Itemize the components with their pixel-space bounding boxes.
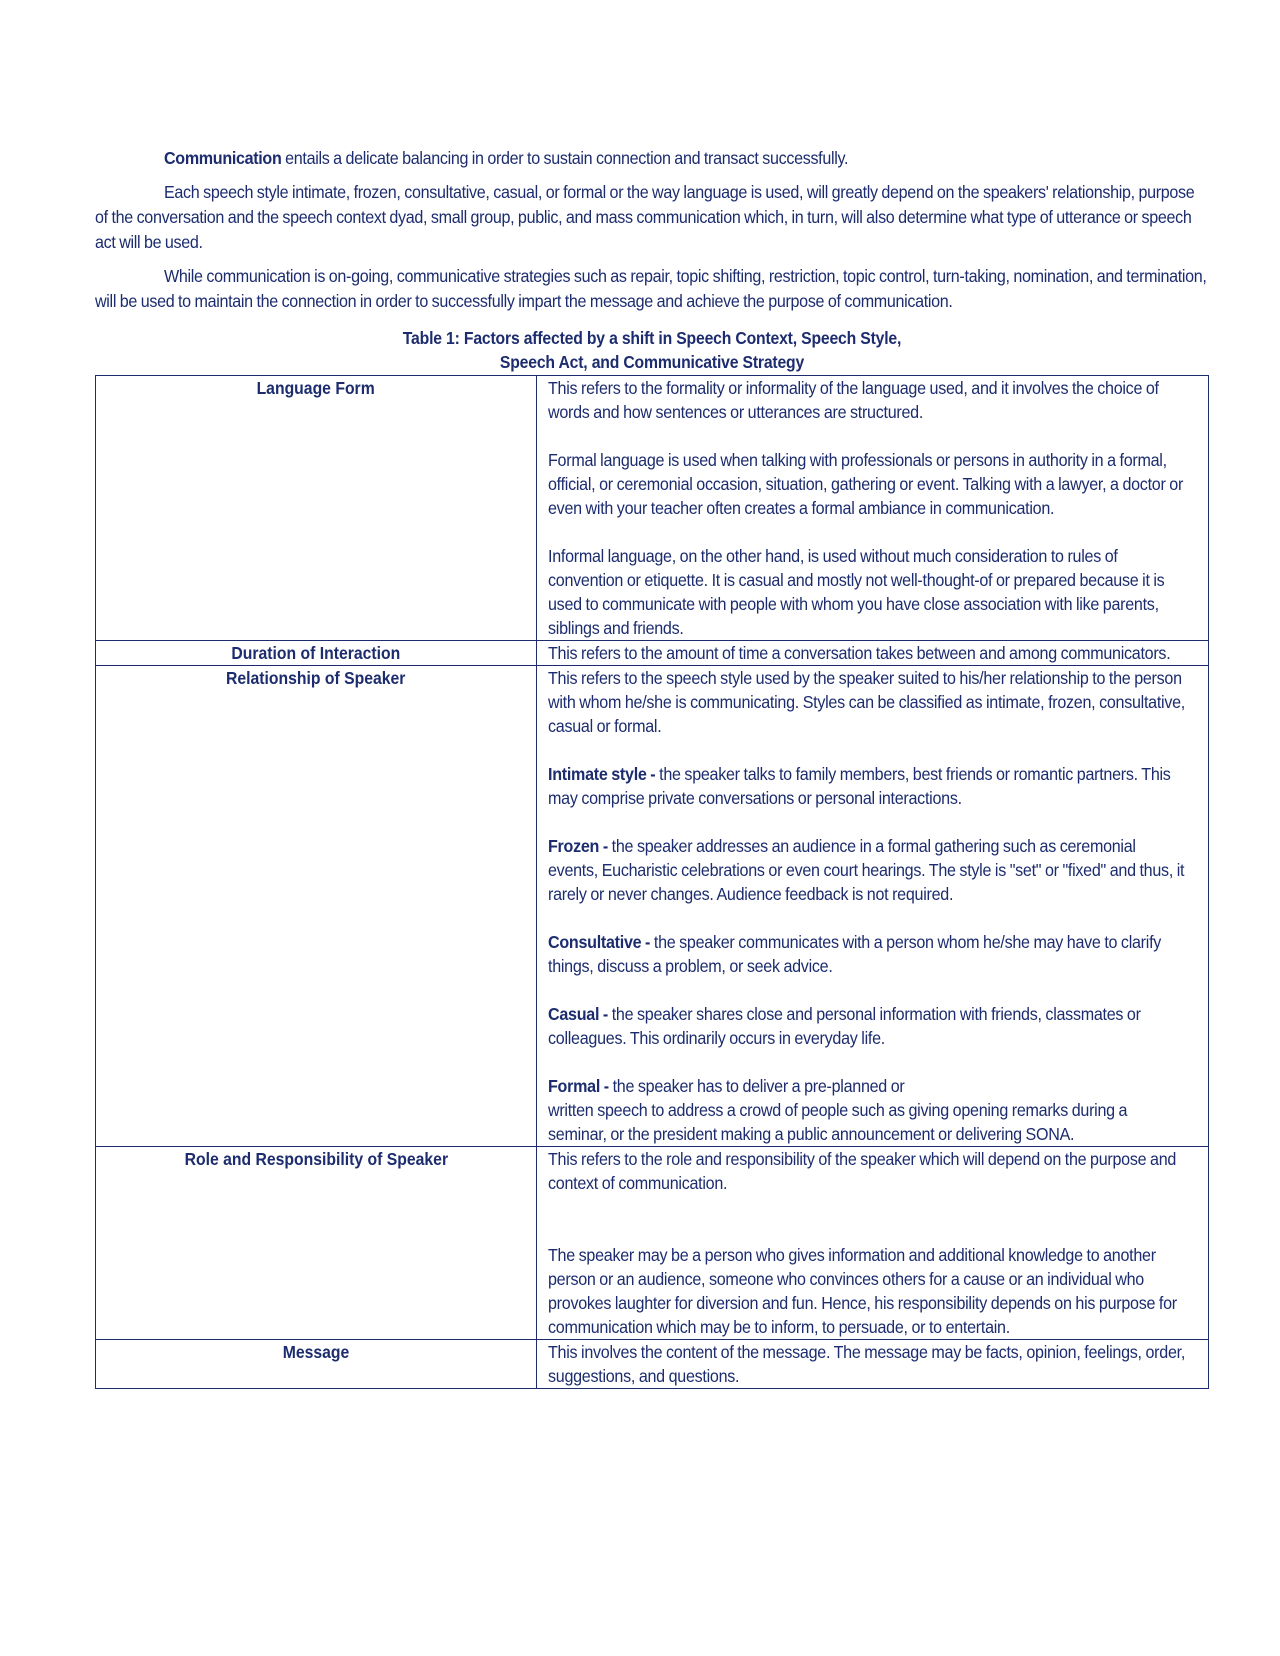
description-text: This refers to the formality or informality of the language used, and it involves the choice of words and how sentences or utterances are structured. <box>548 378 1159 422</box>
style-term: Formal - <box>548 1076 609 1096</box>
style-definition-continued: written speech to address a crowd of people such as giving opening remarks during a seminar, or the president making a public announcement or delivering SONA. <box>548 1100 1128 1144</box>
style-term: Frozen - <box>548 836 608 856</box>
style-consultative <box>548 930 1186 978</box>
intro-paragraph-2: Each speech style intimate, frozen, consultative, casual, or formal or the way language is used, will greatly depend on the speakers' relationship, purpose of the conversation and the speech context dyad, small group, public, and mass communication which, in turn, will also determine what type of utterance or speech act will be used. <box>95 182 1195 252</box>
label-cell <box>96 641 537 666</box>
description-text: This involves the content of the message. The message may be facts, opinion, feelings, order, suggestions, and questions. <box>548 1342 1186 1386</box>
style-definition: the speaker talks to family members, best friends or romantic partners. This may comprise private conversations or personal interactions. <box>548 764 1171 808</box>
table-caption-line-2: Speech Act, and Communicative Strategy <box>499 352 805 372</box>
style-frozen <box>548 834 1186 906</box>
style-casual <box>548 1002 1186 1050</box>
table-caption-line-1: Table 1: Factors affected by a shift in Speech Context, Speech Style, <box>402 328 902 348</box>
label-cell <box>96 1147 537 1340</box>
communication-term: Communication <box>164 148 282 168</box>
description-cell <box>537 376 1209 641</box>
style-definition: the speaker shares close and personal information with friends, classmates or colleagues. This ordinarily occurs in everyday life. <box>548 1004 1141 1048</box>
table-row-role <box>96 1147 1209 1340</box>
intro-paragraph-3: While communication is on-going, communicative strategies such as repair, topic shifting, restriction, topic control, turn-taking, nomination, and termination, will be used to maintain the connection in order to successfully impart the message and achieve the purpose of communication. <box>95 266 1207 311</box>
style-term: Casual - <box>548 1004 608 1024</box>
intro-paragraph-1-text: entails a delicate balancing in order to sustain connection and transact successfully. <box>281 148 849 168</box>
description-cell <box>537 666 1209 1147</box>
description-text: This refers to the amount of time a conversation takes between and among communicators. <box>548 643 1171 663</box>
label-cell <box>96 1340 537 1389</box>
table-row-duration <box>96 641 1209 666</box>
style-definition: the speaker addresses an audience in a formal gathering such as ceremonial events, Eucharistic celebrations or even court hearings. The style is "set" or "fixed" and thus, it rarely or never changes. Audience feedback is not required. <box>548 836 1185 904</box>
description-cell <box>537 1147 1209 1340</box>
table-caption <box>95 326 1209 374</box>
label-cell <box>96 376 537 641</box>
style-term: Intimate style - <box>548 764 656 784</box>
table-row-relationship <box>96 666 1209 1147</box>
description-text: This refers to the role and responsibility of the speaker which will depend on the purpose and context of communication. <box>548 1149 1177 1193</box>
table-row-language-form <box>96 376 1209 641</box>
row-label: Message <box>282 1342 350 1362</box>
document-page <box>95 146 1209 1389</box>
row-label: Relationship of Speaker <box>226 668 406 688</box>
factors-table <box>95 375 1209 1389</box>
style-definition: the speaker has to deliver a pre-planned or <box>608 1076 905 1096</box>
style-intimate <box>548 762 1186 810</box>
description-text: The speaker may be a person who gives information and additional knowledge to another person or an audience, someone who convinces others for a cause or an individual who provokes laughter for diversion and fun. Hence, his responsibility depends on his purpose for communication which may be to inform, to persuade, or to entertain. <box>548 1245 1177 1337</box>
style-definition: the speaker communicates with a person whom he/she may have to clarify things, discuss a problem, or seek advice. <box>548 932 1162 976</box>
description-cell <box>537 641 1209 666</box>
row-label: Role and Responsibility of Speaker <box>184 1149 448 1169</box>
intro-paragraph-1 <box>95 146 1209 171</box>
table-row-message <box>96 1340 1209 1389</box>
row-label: Language Form <box>256 378 376 398</box>
description-text: Informal language, on the other hand, is used without much consideration to rules of convention or etiquette. It is casual and mostly not well-thought-of or prepared because it is used to communicate with people with whom you have close association with like parents, siblings and friends. <box>548 546 1165 638</box>
row-label: Duration of Interaction <box>231 643 401 663</box>
description-text: Formal language is used when talking with professionals or persons in authority in a formal, official, or ceremonial occasion, situation, gathering or event. Talking with a lawyer, a doctor or even with your teacher often creates a formal ambiance in communication. <box>548 450 1184 518</box>
description-text: This refers to the speech style used by the speaker suited to his/her relationship to the person with whom he/she is communicating. Styles can be classified as intimate, frozen, consultative, casual or formal. <box>548 668 1185 736</box>
style-term: Consultative - <box>548 932 651 952</box>
description-cell <box>537 1340 1209 1389</box>
style-formal <box>548 1074 1186 1146</box>
label-cell <box>96 666 537 1147</box>
